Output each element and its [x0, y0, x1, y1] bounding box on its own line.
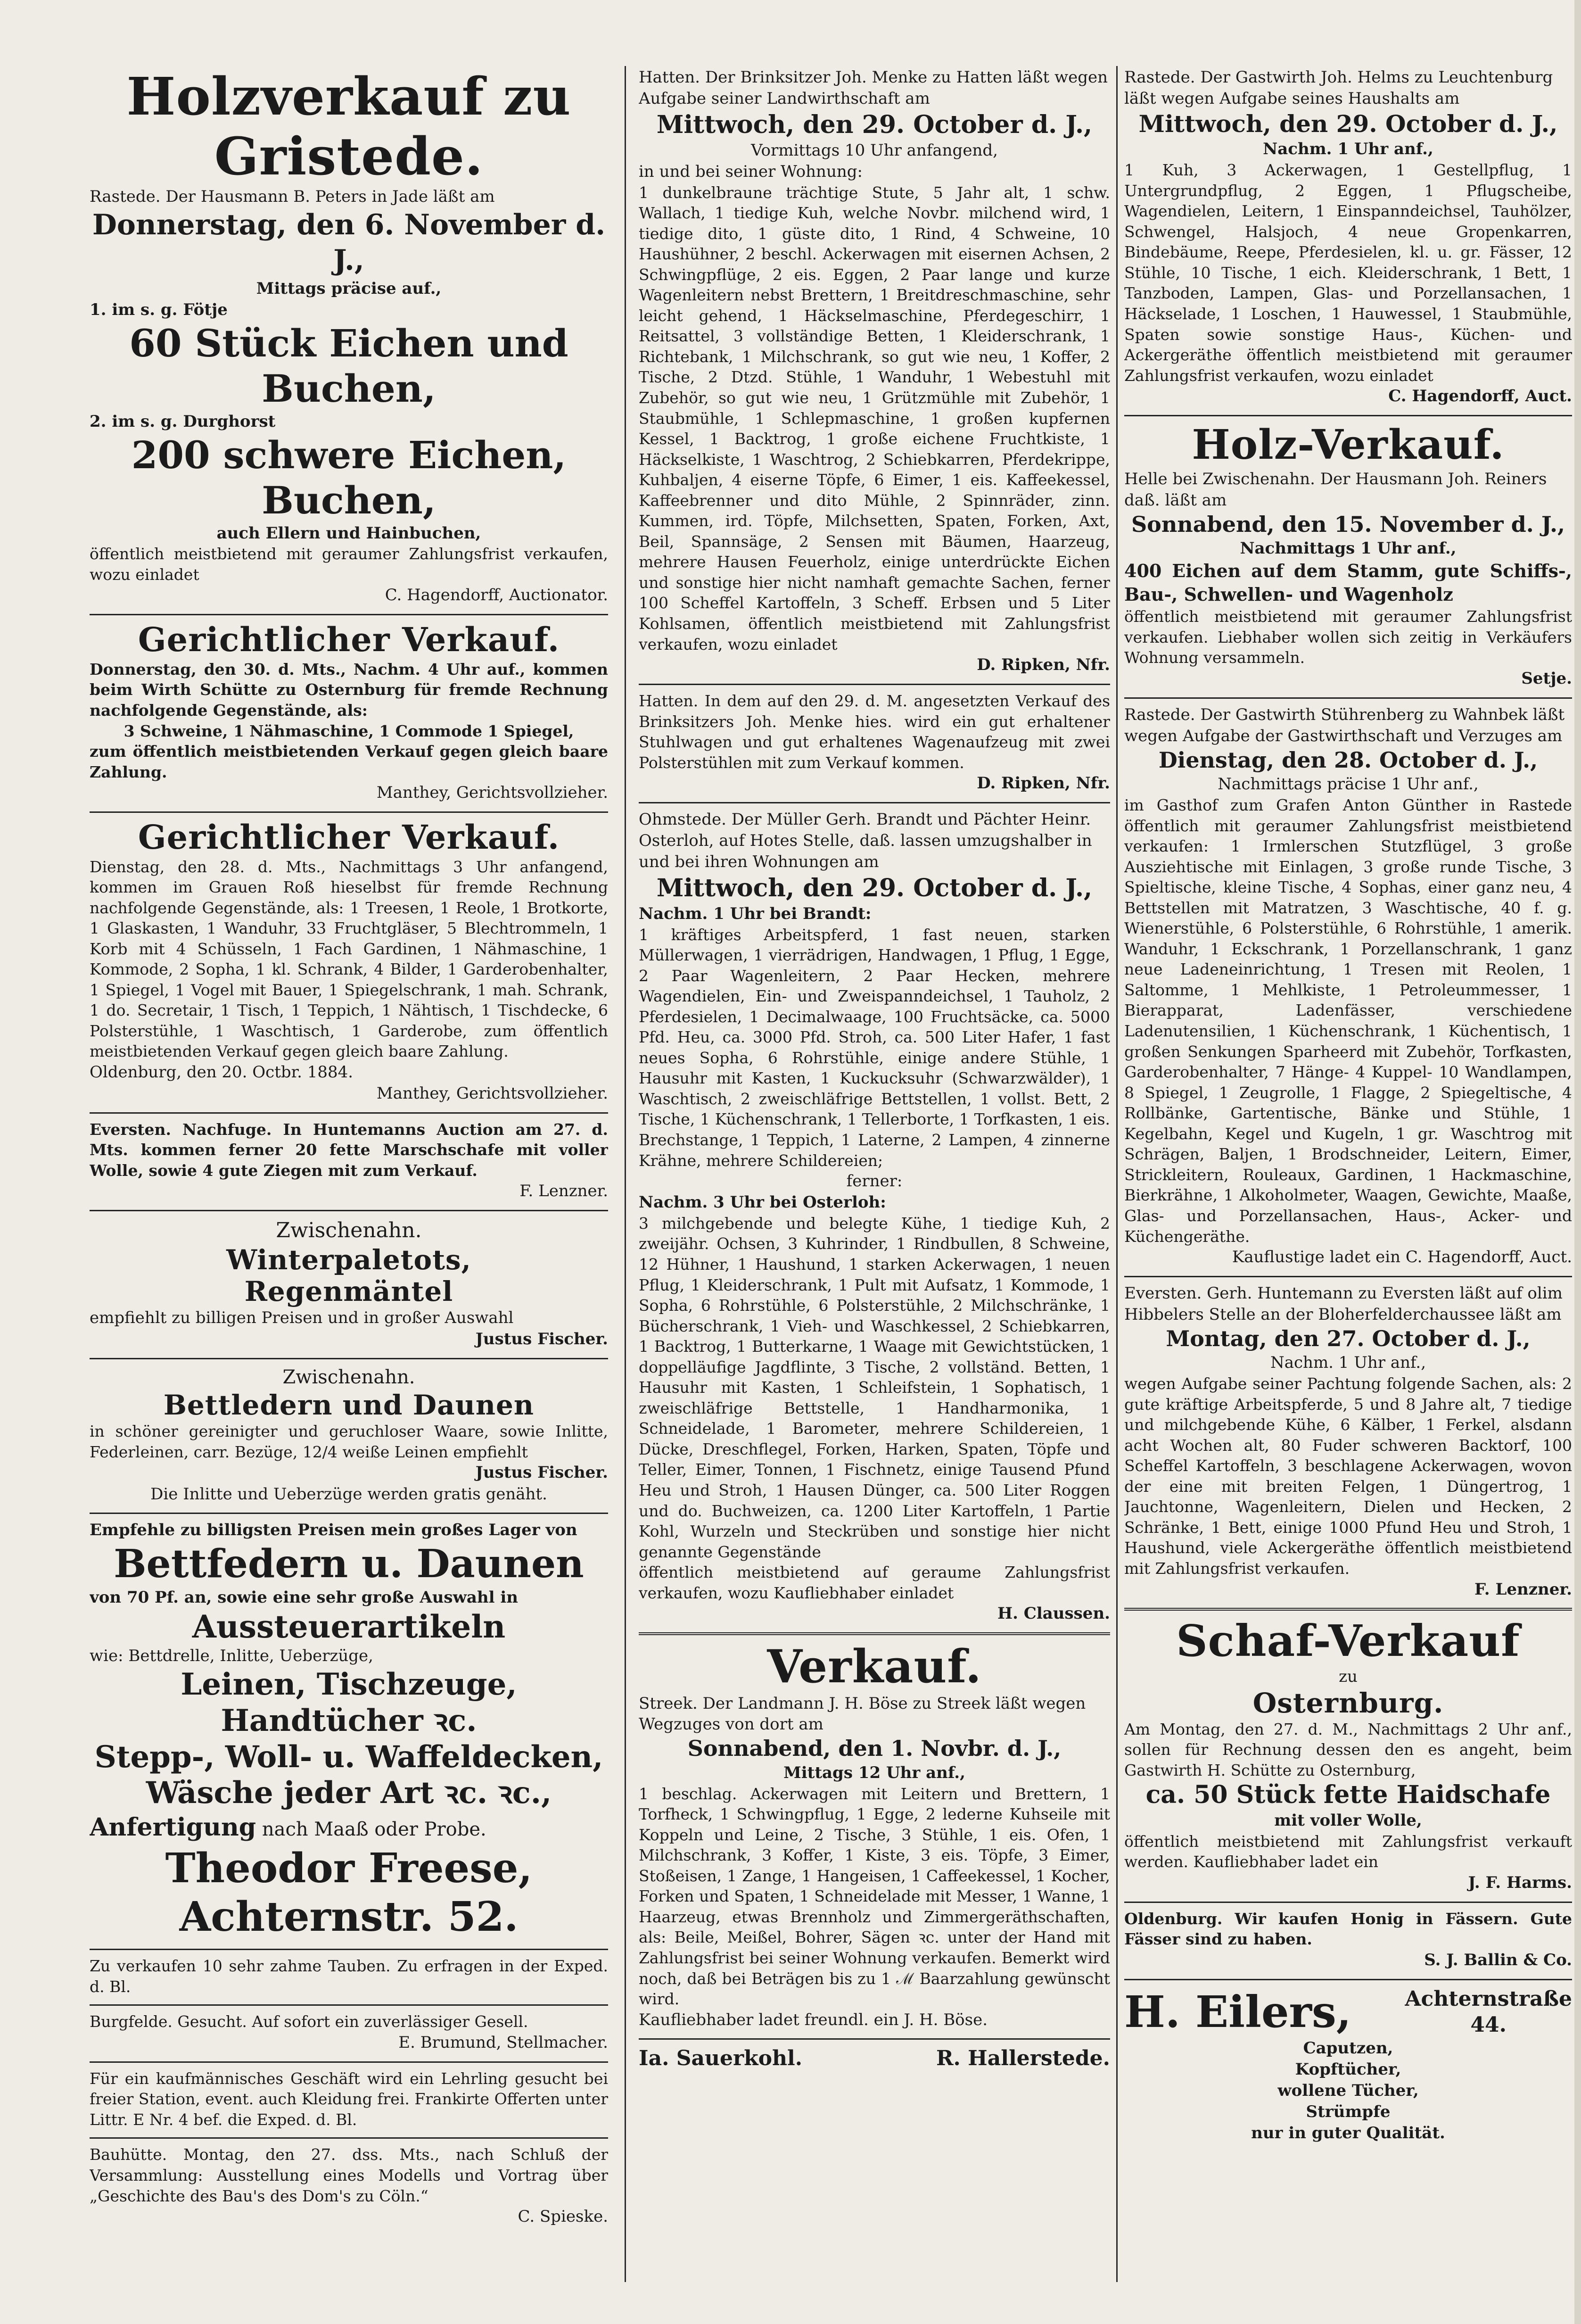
ad-signature: C. Spieske. — [518, 2207, 608, 2226]
ad-date: Donnerstag, den 6. November d. J., — [92, 208, 606, 277]
ad-ballin-honig — [1124, 1903, 1572, 1980]
ad-title: Holzverkauf zu Gristede. — [126, 66, 571, 187]
ad-date: Sonnabend, den 1. Novbr. d. J., — [687, 1736, 1062, 1762]
ad-body: Zu verkaufen 10 sehr zahme Tauben. Zu erfragen in der Exped. d. Bl. — [90, 1957, 608, 1996]
ad-signature: J. F. Harms. — [1468, 1873, 1572, 1892]
ad-title: Winterpaletots, — [226, 1244, 471, 1276]
ad-body: wegen Aufgabe seiner Pachtung folgende Sachen, als: 2 gute kräftige Arbeitspferde, 5 und 8 Jahre alt, 7 tiedige und milchgebende Kühe, 6 Kälber, 1 Ferkel, alsdann acht Wochen alt, 80 Fuder schweren Backtorf, 100 Scheffel Kartoffeln, 3 beschlagene Ackerwagen, wovon der eine mit breiten Felgen, 1 Düngertrog, 1 Jauchtonne, Wagenleitern, Dielen und Hecken, 2 Schränke, 1 Bett, einige 1000 Pfund Heu und Stroh, 1 Haushund, viele Ackergeräthe öffentlich meistbietend mit Zahlungsfrist verkaufen. — [1124, 1374, 1572, 1578]
ad-item: wollene Tücher, — [1277, 2081, 1419, 2100]
ad-tail: Kaufliebhaber ladet freundl. ein J. H. Böse. — [639, 2010, 988, 2029]
ad-item: Kopftücher, — [1295, 2059, 1401, 2079]
ad-holz-verkauf — [1124, 416, 1572, 699]
ad-title: Gerichtlicher Verkauf. — [138, 620, 560, 660]
ad-h-eilers — [1124, 1980, 1572, 2151]
ad-time: Nachm. 3 Uhr bei Osterloh: — [639, 1192, 886, 1212]
ad-line: von 70 Pf. an, sowie eine sehr große Auswahl in — [90, 1588, 518, 1607]
ad-headline: 200 schwere Eichen, Buchen, — [131, 432, 567, 522]
ad-place: Osternburg. — [1252, 1687, 1444, 1720]
ad-footnote: Die Inlitte und Ueberzüge werden gratis genäht. — [150, 1484, 547, 1504]
ad-sub: mit voller Wolle, — [1274, 1811, 1422, 1830]
column-2 — [639, 61, 1110, 2296]
ad-body: 1 kräftiges Arbeitspferd, 1 fast neuen, starken Müllerwagen, 1 vierrädrigen, Handwagen, 1 Pflug, 1 Egge, 2 Paar Wagenleitern, 2 Paar Hecken, mehrere Wagendielen, Ein- und Zweispanndeichsel, 1 Tauholz, 2 Pferdesielen, 1 Decimalwaage, 100 Fruchtsäcke, ca. 5000 Pfd. Heu, ca. 3000 Pfd. Stroh, ca. 500 Liter Hafer, 1 fast neues Sopha, 6 Rohrstühle, einige andere Stühle, 1 Hausuhr mit Kasten, 1 Kuckucksuhr (Schwarzwälder), 1 Waschtisch, 2 zweischläfrige Bettstellen, 1 vollst. Bett, 2 Tische, 1 Küchenschrank, 1 Tellerborte, 1 Torfkasten, 1 eis. Brechstange, 1 Teppich, 1 Laterne, 2 Lampen, 4 zinnerne Krähne, mehrere Schildereien; — [639, 925, 1110, 1170]
ad-date: Mittwoch, den 29. October d. J., — [656, 110, 1093, 139]
ad-body: Donnerstag, den 30. d. Mts., Nachm. 4 Uhr auf., kommen beim Wirth Schütte zu Osternburg für fremde Rechnung nachfolgende Gegenstände, als: — [90, 660, 608, 720]
ad-signature: Kauflustige ladet ein C. Hagendorff, Auct. — [1232, 1248, 1572, 1267]
column-rule — [625, 66, 626, 2282]
ad-theodor-freese — [90, 1514, 608, 1950]
ad-title: Holz-Verkauf. — [1192, 421, 1505, 469]
ad-lead: Streek. Der Landmann J. H. Böse zu Streek läßt wegen Wegzuges von dort am — [639, 1694, 1086, 1734]
ad-hatten-stuhlwagen — [639, 685, 1110, 803]
ad-time: Nachmittags 1 Uhr anf., — [1240, 539, 1457, 558]
ad-body: 3 milchgebende und belegte Kühe, 1 tiedige Kuh, 2 zweijähr. Ochsen, 3 Kuhrinder, 1 Rindbullen, 8 Schweine, 12 Hühner, 1 Haushund, 1 starken Ackerwagen, 1 neuen Pflug, 1 Kleiderschrank, 1 Pult mit Aufsatz, 1 Kommode, 1 Sopha, 6 Rohrstühle, 6 Polsterstühle, 2 Milchschränke, 1 Bücherschrank, 1 Vieh- und Waschkessel, 2 Schiebkarren, 1 Backtrog, 1 Butterkarne, 1 Waage mit Gewichtstücken, 1 doppelläufige Jagdflinte, 3 Tische, 2 vollständ. Betten, 1 Hausuhr mit Kasten, 1 Schleifstein, 1 Sophatisch, 1 zweischläfrige Bettstelle, 1 Handharmonika, 1 Schneidelade, 1 Barometer, mehrere Schildereien, 1 Dücke, Dreschflegel, Forken, Harken, Spaten, Töpfe und Teller, Eimer, Tonnen, 1 Fischnetz, einige Tausend Pfund Heu und Stroh, 1 Hausen Dünger, ca. 500 Liter Roggen und do. Buchweizen, ca. 1200 Liter Kartoffeln, 1 Partie Kohl, Wurzeln und Steckrüben und sonstige hier nicht genannte Gegenstände — [639, 1214, 1110, 1561]
ad-item: auch Ellern und Hainbuchen, — [216, 523, 481, 543]
ad-signature: F. Lenzner. — [1474, 1580, 1572, 1599]
ad-place: Zwischenahn. — [276, 1218, 422, 1243]
ad-eversten-huntemann — [1124, 1277, 1572, 1611]
ad-signature: R. Hallerstede. — [936, 2046, 1110, 2070]
ad-item: 2. im s. g. Durghorst — [90, 412, 276, 431]
ad-lead: Eversten. Gerh. Huntemann zu Eversten läßt auf olim Hibbelers Stelle an der Bloherfelderchaussee läßt am — [1124, 1283, 1563, 1324]
ad-signature: D. Ripken, Nfr. — [977, 655, 1110, 675]
ad-time: Nachm. 1 Uhr bei Brandt: — [639, 904, 872, 923]
ad-body: öffentlich meistbietend mit geraumer Zahlungsfrist verkaufen. Liebhaber wollen sich zeitig in Verkäufers Wohnung versammeln. — [1124, 607, 1572, 667]
ad-bauhuette — [90, 2139, 608, 2235]
ad-body: Hatten. In dem auf den 29. d. M. angesetzten Verkauf des Brinksitzers Joh. Menke hies. wird ein gut erhaltener Stuhlwagen und gut erhaltenes Wagenaufzeug mit zwei Polsterstühlen mit zum Verkauf kommen. — [639, 691, 1110, 772]
ad-item: Caputzen, — [1303, 2039, 1393, 2058]
ad-lead: Rastede. Der Gastwirth Stührenberg zu Wahnbek läßt wegen Aufgabe der Gastwirthschaft und Verzuges am — [1124, 705, 1565, 745]
ad-body: Am Montag, den 27. d. M., Nachmittags 2 Uhr anf., sollen für Rechnung dessen den es angeht, beim Gastwirth H. Schütte zu Osternburg, — [1124, 1720, 1572, 1779]
ad-schaf-verkauf — [1124, 1611, 1572, 1902]
ad-lead: Hatten. Der Brinksitzer Joh. Menke zu Hatten läßt wegen Aufgabe seiner Landwirthschaft am — [639, 68, 1108, 108]
ad-body: empfiehlt zu billigen Preisen und in großer Auswahl — [90, 1308, 514, 1327]
ad-headline: Aussteuerartikeln — [192, 1608, 506, 1645]
ad-merchant-name: H. Eilers, — [1124, 1986, 1351, 2037]
ad-signature: F. Lenzner. — [519, 1182, 608, 1201]
ad-time: Vormittags 10 Uhr anfangend, — [751, 141, 998, 160]
ad-time: Nachm. 1 Uhr anf., — [1263, 140, 1433, 159]
ad-headline: ca. 50 Stück fette Haidschafe — [1145, 1780, 1551, 1810]
ad-signature: H. Claussen. — [997, 1604, 1110, 1623]
ad-signature: Justus Fischer. — [475, 1463, 608, 1482]
ad-body: im Gasthof zum Grafen Anton Günther in Rastede öffentlich mit geraumer Zahlungsfrist meistbietend verkaufen: 1 Irmlerschen Stutzflügel, 3 große Ausziehtische mit Einlagen, 3 große runde Tische, 3 Spieltische, kleine Tische, 4 Sophas, einer ganz neu, 4 Bettstellen mit Matratzen, 3 Waschtische, 40 f. g. Wienerstühle, 6 Polsterstühle, 6 Rohrstühle, 1 amerik. Wanduhr, 1 Eckschrank, 1 Porzellanschrank, 1 ganz neue Ladeneinrichtung, 1 Tresen mit Reolen, 1 Saltomme, 1 Mehlkiste, 1 Petroleummesser, 1 Bierapparat, Ladenfässer, verschiedene Ladenutensilien, 1 Küchenschrank, 1 Küchentisch, 1 großen Senkungen Sparheerd mit Zubehör, Torfkasten, Garderobenhalter, 7 Hänge- 4 Kuppel- 10 Wandlampen, 8 Spiegel, 1 Zeugrolle, 1 Flagge, 2 Spiegeltische, 4 Rollbänke, Gartentische, Bänke und Stühle, 1 Kegelbahn, Kegel und Kugeln, 1 gr. Waschtrog mit Schrägen, Baljen, 1 Brodschneider, Leitern, Eimer, Strickleitern, Rouleaux, Gardinen, 1 Hackmaschine, Bierkrähne, 1 Alkoholmeter, Waagen, Gewichte, Maaße, Glas- und Porzellansachen, Haus-, Acker- und Küchengeräthe. — [1124, 796, 1572, 1246]
ad-date: Mittwoch, den 29. October d. J., — [656, 873, 1093, 902]
ad-headline: Stepp-, Woll- u. Waffeldecken, — [94, 1739, 603, 1775]
ad-winterpaletots — [90, 1211, 608, 1359]
ad-headline: Wäsche jeder Art ꝛc. ꝛc., — [146, 1775, 552, 1811]
ad-tail: öffentlich meistbietend mit Zahlungsfrist verkauft werden. Kaufliebhaber ladet ein — [1124, 1832, 1572, 1871]
ad-merchant-address: 44. — [1470, 2013, 1507, 2037]
ad-body: öffentlich meistbietend mit geraumer Zahlungsfrist verkaufen, wozu einladet — [90, 545, 608, 584]
ad-line: wie: Bettdrelle, Inlitte, Ueberzüge, — [90, 1646, 373, 1666]
ad-eversten-nachfuge — [90, 1114, 608, 1212]
ad-body: Dienstag, den 28. d. Mts., Nachmittags 3 Uhr anfangend, kommen im Grauen Roß hieselbst für fremde Rechnung nachfolgende Gegenstände, als: 1 Treesen, 1 Reole, 1 Brotkorte, 1 Glaskasten, 1 Wanduhr, 33 Fruchtgläser, 5 Blechtrommeln, 1 Korb mit 4 Schüsseln, 1 Fach Gardinen, 1 Nähmaschine, 1 Kommode, 2 Sopha, 1 kl. Schrank, 4 Bilder, 1 Garderobenhalter, 1 Spiegel, 1 Vogel mit Bauer, 1 Spiegelschrank, 1 mah. Schrank, 1 do. Secretair, 1 Tisch, 1 Teppich, 1 Nähtisch, 1 Tischdecke, 6 Polsterstühle, 1 Waschtisch, 1 Garderobe, zum öffentlich meistbietenden Verkauf gegen gleich baare Zahlung. — [90, 857, 608, 1061]
ad-zu: zu — [1339, 1667, 1358, 1687]
ad-time: Mittags präcise auf., — [256, 279, 442, 298]
column-rule — [1116, 66, 1118, 2282]
ad-tail: öffentlich meistbietend auf geraume Zahlungsfrist verkaufen, wozu Kaufliebhaber einladet — [639, 1563, 1110, 1602]
ad-burgfelde — [90, 2006, 608, 2062]
ad-body: 1 beschlag. Ackerwagen mit Leitern und Brettern, 1 Torfheck, 1 Schwingpflug, 1 Egge, 2 lederne Kuhseile mit Koppeln und Leine, 2 Tische, 3 Stühle, 1 eis. Ofen, 1 Milchschrank, 3 Koffer, 1 Kiste, 3 eis. Töpfe, 3 Eimer, Stoßeisen, 1 Zange, 1 Hangeisen, 1 Caffeekessel, 1 Kocher, Forken und Spaten, 1 Schneidelade mit Messer, 1 Wanne, 1 Haarzeug, etwas Brennholz und Zimmergeräthschaften, als: Beile, Meißel, Bohrer, Sägen ꝛc. unter der Hand mit Zahlungsfrist bei seiner Wohnung verkaufen. Bemerkt wird noch, daß bei Beträgen bis zu 1 ℳ Baarzahlung gewünscht wird. — [639, 1784, 1110, 2009]
ad-signature: C. Hagendorff, Auctionator. — [385, 586, 608, 605]
ad-signature: C. Hagendorff, Auct. — [1388, 387, 1572, 406]
page-edge — [1574, 0, 1581, 2324]
ad-signature: D. Ripken, Nfr. — [977, 774, 1110, 793]
ad-headline: Bettfedern u. Daunen — [114, 1541, 584, 1587]
column-3 — [1124, 61, 1572, 2296]
ad-signature: E. Brumund, Stellmacher. — [398, 2033, 608, 2052]
ad-sauerkohl — [639, 2040, 1110, 2079]
ad-verkauf-streek — [639, 1635, 1110, 2039]
ad-signature: Justus Fischer. — [475, 1329, 608, 1348]
ad-title: Bettledern und Daunen — [163, 1389, 535, 1422]
ad-signature: Manthey, Gerichtsvollzieher. — [376, 1083, 608, 1103]
ad-tail: zum öffentlich meistbietenden Verkauf gegen gleich baare Zahlung. — [90, 742, 608, 781]
ad-body: Bauhütte. Montag, den 27. dss. Mts., nach Schluß der Versammlung: Ausstellung eines Modells und Vortrag über „Geschichte des Bau's des Dom's zu Cöln.“ — [90, 2145, 608, 2205]
ad-body: 1 dunkelbraune trächtige Stute, 5 Jahr alt, 1 schw. Wallach, 1 tiedige Kuh, welche Novbr. milchend wird, 1 tiedige dito, 1 güste dito, 1 Rind, 4 Schweine, 10 Haushühner, 2 beschl. Ackerwagen mit eisernen Achsen, 2 Schwingpflüge, 2 eis. Eggen, 2 Paar lange und kurze Wagenleitern nebst Brettern, 1 Breitdreschmaschine, sehr leicht gehend, 1 Häckselmaschine, Pferdegeschirr, 1 Reitsattel, 3 vollständige Betten, 1 Kleiderschrank, 1 Richtebank, 1 Milchschrank, so gut wie neu, 1 Koffer, 2 Tische, 2 Dtzd. Stühle, 1 Wanduhr, 1 Webestuhl mit Zubehör, so gut wie neu, 1 Grützmühle mit Zubehör, 1 Staubmühle, 1 Schlepmaschine, 1 großen kupfernen Kessel, 1 Backtrog, 1 große eichene Fruchtkiste, 1 Häckselkiste, 1 Waschtrog, 2 Schiebkarren, Pferdekrippe, Kuhbaljen, 4 eiserne Töpfe, 6 Eimer, 1 eis. Kaffeekessel, Kaffeebrenner und dito Mühle, 2 Spinnräder, zinn. Kummen, ird. Töpfe, Milchsetten, Spaten, Forken, Axt, Beil, Spannsäge, 2 Sensen mit Bäumen, Haarzeug, mehrere Hausen Feuerholz, einige unterdrückte Eichen und sonstige hier nicht namhaft gemachte Sachen, ferner 100 Scheffel Kartoffeln, 3 Scheff. Erbsen und 5 Liter Kohlsamen, öffentlich meistbietend mit Zahlungsfrist verkaufen, wozu einladet — [639, 183, 1110, 653]
ad-items: 3 Schweine, 1 Nähmaschine, 1 Commode 1 Spiegel, — [124, 721, 574, 740]
ad-word: Anfertigung — [90, 1813, 256, 1842]
ad-title: Verkauf. — [767, 1640, 982, 1694]
ad-title: Schaf-Verkauf — [1176, 1615, 1520, 1667]
ad-body: Burgfelde. Gesucht. Auf sofort ein zuverlässiger Gesell. — [90, 2012, 528, 2031]
ad-merchant-address: Achternstr. 52. — [179, 1893, 519, 1941]
column-1 — [90, 61, 608, 2296]
ad-date: Sonnabend, den 15. November d. J., — [1131, 511, 1565, 537]
ad-headline: 60 Stück Eichen und Buchen, — [129, 321, 568, 411]
ad-body: Oldenburg. Wir kaufen Honig in Fässern. Gute Fässer sind zu haben. — [1124, 1909, 1572, 1949]
ad-place-date: Oldenburg, den 20. Octbr. 1884. — [90, 1063, 354, 1082]
ad-date: Dienstag, den 28. October d. J., — [1158, 747, 1538, 773]
ad-rastede-stuehrenberg — [1124, 699, 1572, 1277]
ad-item: Strümpfe — [1306, 2102, 1391, 2121]
ad-signature: S. J. Ballin & Co. — [1424, 1950, 1572, 1969]
ad-word: nach Maaß oder Probe. — [262, 1819, 486, 1841]
ad-ohmstede — [639, 803, 1110, 1635]
ad-date: Montag, den 27. October d. J., — [1166, 1325, 1531, 1351]
ad-body: Für ein kaufmännisches Geschäft wird ein Lehrling gesucht bei freier Station, event. auch Kleidung frei. Frankirte Offerten unter Littr. E Nr. 4 bef. die Exped. d. Bl. — [90, 2069, 608, 2129]
ad-item: nur in guter Qualität. — [1251, 2123, 1445, 2142]
ad-tauben — [90, 1950, 608, 2006]
ad-hatten-menke — [639, 61, 1110, 685]
ad-lehrling — [90, 2063, 608, 2139]
ad-lead: Empfehle zu billigsten Preisen mein großes Lager von — [90, 1520, 577, 1539]
ad-date: Mittwoch, den 29. October d. J., — [1138, 109, 1558, 138]
ad-time: Nachm. 1 Uhr anf., — [1270, 1353, 1426, 1373]
ad-merchant-address: Achternstraße — [1405, 1987, 1572, 2011]
ad-body: in schöner gereinigter und geruchloser Waare, sowie Inlitte, Federleinen, carr. Bezüge, 12/4 weiße Leinen empfiehlt — [90, 1422, 608, 1461]
ad-rastede-helms — [1124, 61, 1572, 416]
ad-body: 1 Kuh, 3 Ackerwagen, 1 Gestellpflug, 1 Untergrundpflug, 2 Eggen, 1 Pflugscheibe, Wagendielen, Leitern, 1 Einspanndeichsel, Tauhölzer, Schwengel, Halsjoch, 4 neue Gropenkarren, Bindebäume, Reepe, Pferdesielen, kl. u. gr. Fässer, 12 Stühle, 10 Tische, 1 eich. Kleiderschrank, 1 Bett, 1 Tanzboden, Lampen, Glas- und Porzellansachen, 1 Häckselade, 1 Loschen, 1 Hauwessel, 1 Staubmühle, Spaten sowie sonstige Haus-, Küchen- und Ackergeräthe öffentlich meistbietend mit geraumer Zahlungsfrist verkaufen, wozu einladet — [1124, 161, 1572, 385]
ad-gerichtlicher-verkauf-2 — [90, 813, 608, 1114]
ad-signature: Setje. — [1521, 669, 1572, 688]
ad-lead: Rastede. Der Gastwirth Joh. Helms zu Leuchtenburg läßt wegen Aufgabe seines Haushalts am — [1124, 68, 1553, 108]
ad-place: Zwischenahn. — [282, 1366, 415, 1388]
ad-holzverkauf-gristede — [90, 61, 608, 615]
ad-bettledern — [90, 1359, 608, 1514]
ad-signature: Manthey, Gerichtsvollzieher. — [376, 783, 608, 802]
ad-merchant-name: Theodor Freese, — [165, 1844, 533, 1892]
ad-lead: Ohmstede. Der Müller Gerh. Brandt und Pächter Heinr. Osterloh, auf Hotes Stelle, daß. lassen umzugshalber in und bei ihren Wohnungen am — [639, 810, 1092, 871]
ad-sub: in und bei seiner Wohnung: — [639, 162, 863, 181]
ad-time: Nachmittags präcise 1 Uhr anf., — [1218, 775, 1479, 794]
ad-headline: Leinen, Tischzeuge, Handtücher ꝛc. — [181, 1667, 517, 1738]
ad-product: Ia. Sauerkohl. — [639, 2046, 803, 2070]
ad-body: Eversten. Nachfuge. In Huntemanns Auction am 27. d. Mts. kommen ferner 20 fette Marschschafe mit voller Wolle, sowie 4 gute Ziegen mit zum Verkauf. — [90, 1120, 608, 1180]
ad-lead: Helle bei Zwischenahn. Der Hausmann Joh. Reiners daß. läßt am — [1124, 469, 1547, 510]
ad-title: Regenmäntel — [244, 1275, 453, 1308]
ad-gerichtlicher-verkauf-1 — [90, 615, 608, 813]
ad-lead: Rastede. Der Hausmann B. Peters in Jade läßt am — [90, 187, 495, 206]
ad-time: Mittags 12 Uhr anf., — [783, 1763, 965, 1782]
ad-title: Gerichtlicher Verkauf. — [138, 818, 560, 857]
ad-item: 1. im s. g. Fötje — [90, 300, 228, 319]
ad-ferner: ferner: — [846, 1172, 903, 1191]
ad-headline: 400 Eichen auf dem Stamm, gute Schiffs-, Bau-, Schwellen- und Wagenholz — [1124, 560, 1572, 605]
